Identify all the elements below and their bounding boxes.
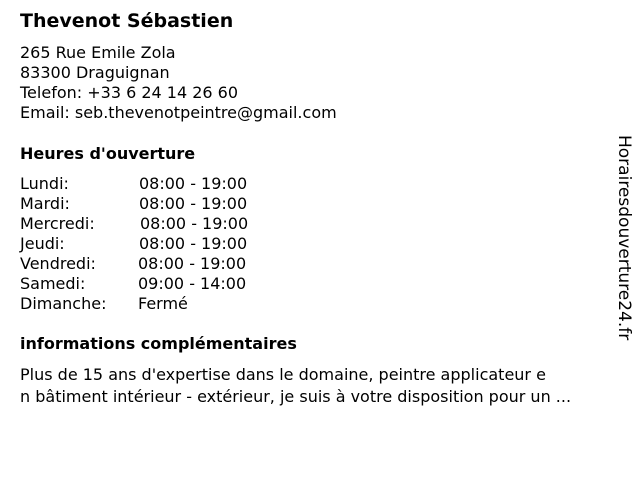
day-label-monday: Lundi: [20,174,69,193]
additional-info-heading: informations complémentaires [20,334,297,353]
hours-thursday: 08:00 - 19:00 [139,234,248,253]
opening-hours-heading: Heures d'ouverture [20,144,196,163]
hours-sunday: Fermé [138,294,188,313]
day-label-friday: Vendredi: [20,254,96,273]
hours-tuesday: 08:00 - 19:00 [139,194,248,213]
additional-info-text [20,364,600,408]
site-watermark: Horairesdouverture24.fr [614,135,634,341]
address-street: 265 Rue Emile Zola [20,43,176,62]
day-label-sunday: Dimanche: [20,294,107,313]
day-label-saturday: Samedi: [20,274,86,293]
hours-friday: 08:00 - 19:00 [138,254,247,273]
hours-wednesday: 08:00 - 19:00 [140,214,249,233]
hours-monday: 08:00 - 19:00 [139,174,248,193]
phone-number: Telefon: +33 6 24 14 26 60 [20,83,239,102]
day-label-wednesday: Mercredi: [20,214,95,233]
email-address: Email: seb.thevenotpeintre@gmail.com [20,103,337,122]
day-label-thursday: Jeudi: [20,234,65,253]
address-city: 83300 Draguignan [20,63,170,82]
additional-info-line-1: Plus de 15 ans d'expertise dans le domaine, peintre applicateur e [20,365,546,384]
day-label-tuesday: Mardi: [20,194,70,213]
business-name: Thevenot Sébastien [20,10,234,32]
additional-info-line-2: n bâtiment intérieur - extérieur, je suis à votre disposition pour un ... [20,387,572,406]
hours-saturday: 09:00 - 14:00 [138,274,247,293]
